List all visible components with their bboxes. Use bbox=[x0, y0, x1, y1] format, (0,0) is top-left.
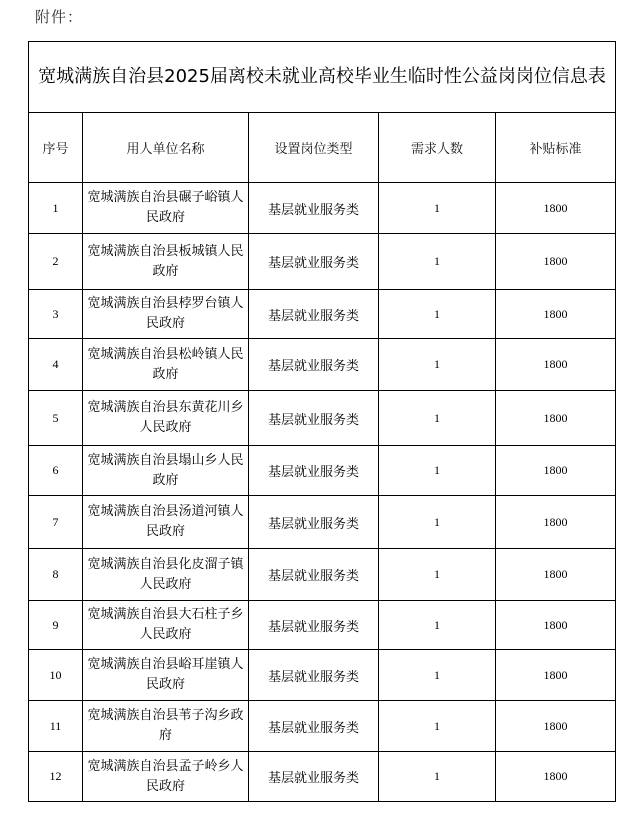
position-type-cell: 基层就业服务类 bbox=[249, 549, 379, 601]
headcount-cell: 1 bbox=[379, 752, 496, 802]
position-type-cell: 基层就业服务类 bbox=[249, 496, 379, 549]
employer-name-cell: 宽城满族自治县孟子岭乡人民政府 bbox=[83, 752, 249, 802]
employer-name-cell: 宽城满族自治县松岭镇人民政府 bbox=[83, 339, 249, 391]
subsidy-cell: 1800 bbox=[496, 339, 616, 391]
employer-name-cell: 宽城满族自治县苇子沟乡政府 bbox=[83, 701, 249, 752]
subsidy-cell: 1800 bbox=[496, 183, 616, 234]
serial-number-cell: 7 bbox=[29, 496, 83, 549]
position-type-cell: 基层就业服务类 bbox=[249, 183, 379, 234]
position-type-cell: 基层就业服务类 bbox=[249, 650, 379, 701]
table-title: 宽城满族自治县2025届离校未就业高校毕业生临时性公益岗岗位信息表 bbox=[29, 42, 616, 113]
table-row bbox=[29, 446, 616, 496]
headcount-cell: 1 bbox=[379, 446, 496, 496]
position-type-cell: 基层就业服务类 bbox=[249, 339, 379, 391]
subsidy-cell: 1800 bbox=[496, 446, 616, 496]
subsidy-cell: 1800 bbox=[496, 752, 616, 802]
subsidy-cell: 1800 bbox=[496, 496, 616, 549]
employer-name-cell: 宽城满族自治县塌山乡人民政府 bbox=[83, 446, 249, 496]
subsidy-cell: 1800 bbox=[496, 601, 616, 650]
serial-number-cell: 6 bbox=[29, 446, 83, 496]
table-row bbox=[29, 183, 616, 234]
table-row bbox=[29, 752, 616, 802]
position-type-cell: 基层就业服务类 bbox=[249, 701, 379, 752]
serial-number-cell: 10 bbox=[29, 650, 83, 701]
header-employer-name: 用人单位名称 bbox=[83, 113, 249, 183]
table-row bbox=[29, 496, 616, 549]
position-type-cell: 基层就业服务类 bbox=[249, 752, 379, 802]
subsidy-cell: 1800 bbox=[496, 650, 616, 701]
table-row bbox=[29, 290, 616, 339]
table-row bbox=[29, 701, 616, 752]
table-row bbox=[29, 549, 616, 601]
position-type-cell: 基层就业服务类 bbox=[249, 234, 379, 290]
subsidy-cell: 1800 bbox=[496, 234, 616, 290]
position-type-cell: 基层就业服务类 bbox=[249, 391, 379, 446]
headcount-cell: 1 bbox=[379, 496, 496, 549]
header-position-type: 设置岗位类型 bbox=[249, 113, 379, 183]
table-row bbox=[29, 601, 616, 650]
employer-name-cell: 宽城满族自治县碾子峪镇人民政府 bbox=[83, 183, 249, 234]
subsidy-cell: 1800 bbox=[496, 701, 616, 752]
attachment-label: 附件： bbox=[35, 8, 84, 26]
employer-name-cell: 宽城满族自治县峪耳崖镇人民政府 bbox=[83, 650, 249, 701]
subsidy-cell: 1800 bbox=[496, 391, 616, 446]
table-row bbox=[29, 391, 616, 446]
table-row bbox=[29, 234, 616, 290]
headcount-cell: 1 bbox=[379, 183, 496, 234]
serial-number-cell: 3 bbox=[29, 290, 83, 339]
serial-number-cell: 11 bbox=[29, 701, 83, 752]
subsidy-cell: 1800 bbox=[496, 290, 616, 339]
headcount-cell: 1 bbox=[379, 549, 496, 601]
header-row bbox=[29, 113, 616, 183]
headcount-cell: 1 bbox=[379, 339, 496, 391]
header-serial-number: 序号 bbox=[29, 113, 83, 183]
employer-name-cell: 宽城满族自治县东黄花川乡人民政府 bbox=[83, 391, 249, 446]
serial-number-cell: 1 bbox=[29, 183, 83, 234]
position-type-cell: 基层就业服务类 bbox=[249, 601, 379, 650]
serial-number-cell: 8 bbox=[29, 549, 83, 601]
employer-name-cell: 宽城满族自治县化皮溜子镇人民政府 bbox=[83, 549, 249, 601]
header-headcount: 需求人数 bbox=[379, 113, 496, 183]
table-row bbox=[29, 339, 616, 391]
serial-number-cell: 9 bbox=[29, 601, 83, 650]
serial-number-cell: 12 bbox=[29, 752, 83, 802]
serial-number-cell: 2 bbox=[29, 234, 83, 290]
position-type-cell: 基层就业服务类 bbox=[249, 446, 379, 496]
employer-name-cell: 宽城满族自治县汤道河镇人民政府 bbox=[83, 496, 249, 549]
position-info-table bbox=[28, 41, 616, 802]
headcount-cell: 1 bbox=[379, 391, 496, 446]
headcount-cell: 1 bbox=[379, 234, 496, 290]
headcount-cell: 1 bbox=[379, 650, 496, 701]
header-subsidy-standard: 补贴标准 bbox=[496, 113, 616, 183]
headcount-cell: 1 bbox=[379, 290, 496, 339]
employer-name-cell: 宽城满族自治县桲罗台镇人民政府 bbox=[83, 290, 249, 339]
employer-name-cell: 宽城满族自治县大石柱子乡人民政府 bbox=[83, 601, 249, 650]
serial-number-cell: 4 bbox=[29, 339, 83, 391]
position-type-cell: 基层就业服务类 bbox=[249, 290, 379, 339]
headcount-cell: 1 bbox=[379, 701, 496, 752]
subsidy-cell: 1800 bbox=[496, 549, 616, 601]
employer-name-cell: 宽城满族自治县板城镇人民政府 bbox=[83, 234, 249, 290]
headcount-cell: 1 bbox=[379, 601, 496, 650]
title-row bbox=[29, 42, 616, 113]
serial-number-cell: 5 bbox=[29, 391, 83, 446]
table-row bbox=[29, 650, 616, 701]
